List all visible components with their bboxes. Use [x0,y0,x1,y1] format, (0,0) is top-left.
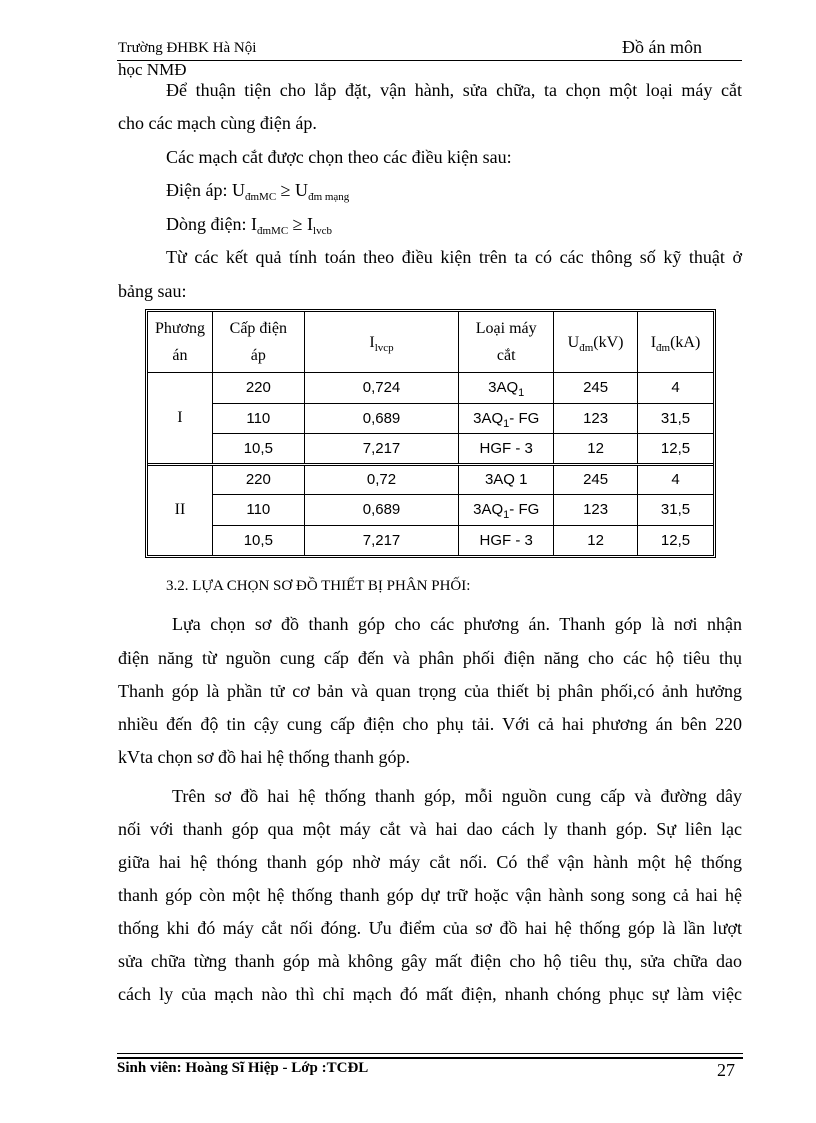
header-divider [117,60,742,61]
cell-idm: 12,5 [638,525,714,556]
header-ilvcp: $I_{lvcp}$ [304,312,459,373]
paragraph-line: sửa chữa từng thanh góp mà không gây mất điện cho hộ tiêu thụ, sửa chữa dao [118,951,742,971]
header-cap-dien-ap: Cấp điện áp [212,312,304,373]
cell-ilvcp: 0,689 [304,403,459,434]
paragraph-line: Các mạch cắt được chọn theo các điều kiện sau: [166,147,512,167]
voltage-operator: ≥ U [276,180,309,200]
current-label: Dòng điện: I [166,214,257,234]
paragraph-line: Trên sơ đồ hai hệ thống thanh góp, mỗi nguồn cung cấp và đường dây [172,786,742,806]
paragraph-line: nhiều đến độ tin cậy cung cấp điện cho phụ tải. Với cả hai phương án bên 220 [118,714,742,734]
cell-ilvcp: 0,72 [304,464,459,495]
footer-student: Sinh viên: Hoàng Sĩ Hiệp - Lớp :TCĐL [117,1060,369,1076]
cell-ilvcp: 0,724 [304,373,459,404]
cell-ilvcp: 7,217 [304,525,459,556]
cell-loai-may-cat: HGF - 3 [459,525,554,556]
paragraph-line: Từ các kết quả tính toán theo điều kiện trên ta có các thông số kỹ thuật ở [166,247,742,267]
paragraph-line: nối với thanh góp qua một máy cắt và hai dao cách ly thanh góp. Sự liên lạc [118,819,742,839]
cell-idm: 4 [638,464,714,495]
group-label: I [148,373,213,465]
header-title-continued: học NMĐ [118,60,187,79]
header-udm: $U_{đm}(kV)$ [554,312,638,373]
cell-udm: 123 [554,403,638,434]
page-number: 27 [717,1060,735,1080]
current-condition [166,214,332,235]
section-heading: 3.2. LỰA CHỌN SƠ ĐỒ THIẾT BỊ PHÂN PHỐI: [166,578,471,594]
cell-loai-may-cat: $3AQ_1-$ FG [459,403,554,434]
cell-udm: 245 [554,464,638,495]
cell-cap-dien-ap: 110 [212,495,304,526]
cell-loai-may-cat: HGF - 3 [459,434,554,465]
table-row [148,525,714,556]
footer-divider [117,1053,743,1054]
header-title: Đồ án môn [622,37,702,57]
current-sub-1: đmMC [256,225,289,237]
table-row [148,434,714,465]
table-row [148,373,714,404]
paragraph-line: Lựa chọn sơ đồ thanh góp cho các phương án. Thanh góp là nơi nhận [172,614,742,634]
header-phuong-an: Phương án [148,312,213,373]
paragraph-line: Thanh góp là phần tử cơ bản và quan trọng của thiết bị phân phối,có ảnh hưởng [118,681,742,701]
cell-cap-dien-ap: 220 [212,464,304,495]
cell-idm: 12,5 [638,434,714,465]
cell-loai-may-cat: 3AQ 1 [459,464,554,495]
cell-cap-dien-ap: 110 [212,403,304,434]
cell-ilvcp: 0,689 [304,495,459,526]
cell-cap-dien-ap: 220 [212,373,304,404]
cell-ilvcp: 7,217 [304,434,459,465]
voltage-label: Điện áp: U [166,180,245,200]
header-idm: $I_{đm}(kA)$ [638,312,714,373]
footer-divider-thick [117,1057,743,1059]
paragraph-line: bảng sau: [118,281,187,301]
table-row [148,495,714,526]
current-operator: ≥ I [288,214,314,234]
cell-loai-may-cat: $3AQ_1$ [459,373,554,404]
header-loai-may-cat: Loại máy cắt [459,312,554,373]
cell-udm: 12 [554,434,638,465]
voltage-sub-1: đmMC [244,191,277,203]
voltage-condition [166,180,349,201]
table-header-row [148,312,714,373]
current-sub-2: lvcb [313,225,332,237]
paragraph-line: cách ly của mạch nào thì chỉ mạch đó mất điện, nhanh chóng phục sự làm việc [118,984,742,1004]
cell-udm: 245 [554,373,638,404]
paragraph-line: thống khi đó máy cắt nối đóng. Ưu điểm của sơ đồ hai hệ thống góp là lần lượt [118,918,742,938]
paragraph-line: giữa hai hệ thóng thanh góp nhờ máy cắt nối. Có thể vận hành một hệ thống [118,852,742,872]
paragraph-line: thanh góp còn một hệ thống thanh góp dự trữ hoặc vận hành song song cả hai hệ [118,885,742,905]
paragraph-line: cho các mạch cùng điện áp. [118,113,317,133]
paragraph-line: Để thuận tiện cho lắp đặt, vận hành, sửa chữa, ta chọn một loại máy cắt [166,80,742,100]
paragraph-line: kVta chọn sơ đồ hai hệ thống thanh góp. [118,747,410,767]
table-row [148,464,714,495]
table-row [148,403,714,434]
paragraph-line: điện năng từ nguồn cung cấp đến và phân phối điện năng cho các hộ tiêu thụ [118,648,742,668]
cell-idm: 4 [638,373,714,404]
group-label: II [148,464,213,556]
voltage-sub-2: đm mạng [308,191,350,203]
cell-cap-dien-ap: 10,5 [212,434,304,465]
cell-udm: 123 [554,495,638,526]
spec-table [147,311,714,556]
cell-udm: 12 [554,525,638,556]
cell-loai-may-cat: $3AQ_1-$ FG [459,495,554,526]
cell-idm: 31,5 [638,403,714,434]
header-school: Trường ĐHBK Hà Nội [118,40,257,56]
cell-cap-dien-ap: 10,5 [212,525,304,556]
cell-idm: 31,5 [638,495,714,526]
